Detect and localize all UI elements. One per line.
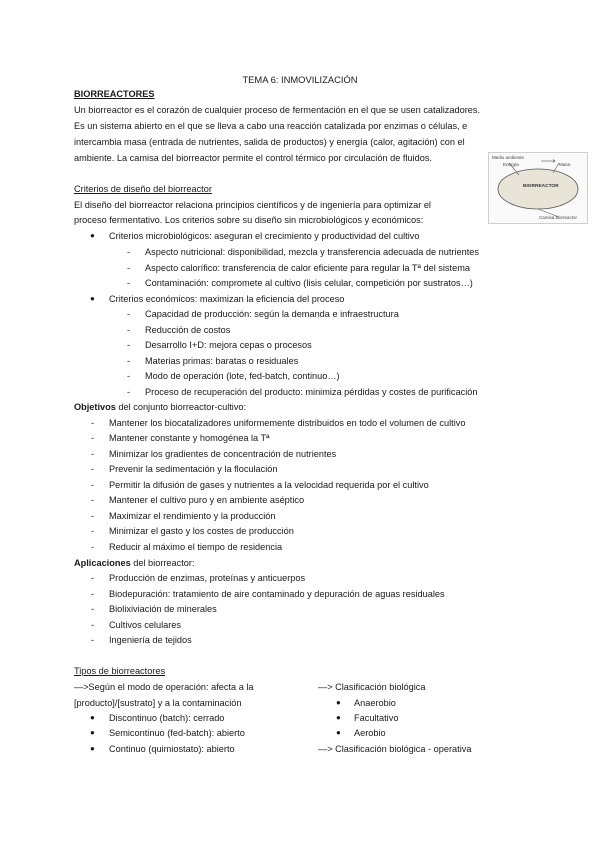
aplicaciones-bold-label: Aplicaciones (74, 558, 131, 568)
diagram-label-mass: Masa (559, 162, 571, 167)
paragraph-line: ambiente. La camisa del biorreactor permite el control térmico por circulación de fluidos. (74, 153, 432, 163)
dash-icon: - (91, 418, 95, 428)
section-heading-tipos: Tipos de biorreactores (74, 666, 166, 676)
list-item: Mantener constante y homogénea la Tª (109, 433, 270, 443)
list-item: Minimizar los gradientes de concentración de nutrientes (109, 449, 337, 459)
dash-icon: - (127, 309, 131, 319)
page-title: TEMA 6: INMOVILIZACIÓN (242, 74, 358, 85)
tipos-left-line: —>Según el modo de operación: afecta a la (74, 682, 254, 692)
bioreactor-diagram (488, 152, 588, 224)
diagram-label-environment: Medio ambiente (492, 155, 525, 160)
dash-icon: - (91, 635, 95, 645)
dash-icon: - (91, 480, 95, 490)
list-item: Facultativo (354, 713, 399, 723)
list-item: Permitir la difusión de gases y nutrientes a la velocidad requerida por el cultivo (109, 480, 429, 490)
list-item: Discontinuo (batch): cerrado (109, 713, 225, 723)
paragraph-line: proceso fermentativo. Los criterios sobre su diseño sin microbiológicos y económicos: (74, 215, 424, 225)
list-item: Capacidad de producción: según la demanda e infraestructura (145, 309, 399, 319)
dash-icon: - (91, 620, 95, 630)
dash-icon: - (91, 573, 95, 583)
dash-icon: - (127, 340, 131, 350)
section-heading-biorreactores: BIORREACTORES (74, 89, 155, 99)
paragraph-line: El diseño del biorreactor relaciona principios científicos y de ingeniería para optimizar el (74, 200, 431, 210)
dash-icon: - (91, 589, 95, 599)
dash-icon: - (91, 464, 95, 474)
bullet-icon: ● (90, 728, 95, 737)
bullet-icon: ● (336, 728, 341, 737)
dash-icon: - (127, 325, 131, 335)
list-item: Prevenir la sedimentación y la floculación (109, 464, 278, 474)
dash-icon: - (91, 542, 95, 552)
bullet-icon: ● (90, 744, 95, 753)
list-item: Proceso de recuperación del producto: minimiza pérdidas y costes de purificación (145, 387, 478, 397)
bullet-icon: ● (90, 713, 95, 722)
dash-icon: - (91, 511, 95, 521)
list-item: Aspecto calorífico: transferencia de calor eficiente para regular la Tª del sistema (145, 263, 470, 273)
bullet-icon: ● (336, 698, 341, 707)
list-item: Producción de enzimas, proteínas y anticuerpos (109, 573, 306, 583)
dash-icon: - (91, 526, 95, 536)
objetivos-rest-label: del conjunto biorreactor-cultivo: (115, 402, 247, 412)
list-item: Contaminación: compromete al cultivo (lisis celular, competición por sustratos…) (145, 278, 473, 288)
dash-icon: - (91, 433, 95, 443)
dash-icon: - (127, 356, 131, 366)
bullet-icon: ● (336, 713, 341, 722)
dash-icon: - (127, 387, 131, 397)
list-item: Anaerobio (354, 698, 396, 708)
tipos-right-line: —> Clasificación biológica (318, 682, 426, 692)
aplicaciones-rest-label: del biorreactor: (130, 558, 195, 568)
list-item: Reducir al máximo el tiempo de residencia (109, 542, 283, 552)
list-item: Biolixiviación de minerales (109, 604, 217, 614)
diagram-label-bioreactor: BIORREACTOR (523, 184, 559, 189)
list-item: Aspecto nutricional: disponibilidad, mezcla y transferencia adecuada de nutrientes (145, 247, 480, 257)
paragraph-line: Un biorreactor es el corazón de cualquier proceso de fermentación en el que se usen catalizadores. (74, 105, 481, 115)
section-heading-criterios: Criterios de diseño del biorreactor (74, 184, 212, 194)
paragraph-line: Es un sistema abierto en el que se lleva a cabo una reacción catalizada por enzimas o células, e (74, 121, 468, 131)
tipos-right-line: —> Clasificación biológica - operativa (318, 744, 472, 754)
list-item: Desarrollo I+D: mejora cepas o procesos (145, 340, 312, 350)
list-item: Ingeniería de tejidos (109, 635, 192, 645)
list-item: Aerobio (354, 728, 386, 738)
dash-icon: - (91, 604, 95, 614)
bullet-icon: ● (90, 231, 95, 240)
diagram-label-energy: Energía (503, 162, 519, 167)
objetivos-heading (74, 401, 246, 413)
dash-icon: - (127, 263, 131, 273)
dash-icon: - (127, 278, 131, 288)
paragraph-line: intercambia masa (entrada de nutrientes, salida de productos) y energía (calor, agitación) con el (74, 137, 465, 147)
dash-icon: - (127, 371, 131, 381)
list-item: Cultivos celulares (109, 620, 181, 630)
bullet-icon: ● (90, 294, 95, 303)
list-item: Mantener los biocatalizadores uniformemente distribuidos en todo el volumen de cultivo (109, 418, 466, 428)
list-item: Criterios económicos: maximizan la eficiencia del proceso (109, 294, 345, 304)
list-item: Semicontinuo (fed-batch): abierto (109, 728, 245, 738)
dash-icon: - (91, 449, 95, 459)
dash-icon: - (91, 495, 95, 505)
dash-icon: - (127, 247, 131, 257)
diagram-label-jacket: Camisa biorreactor (539, 215, 578, 220)
tipos-left-line: [producto]/[sustrato] y a la contaminación (74, 698, 242, 708)
list-item: Mantener el cultivo puro y en ambiente aséptico (109, 495, 305, 505)
list-item: Maximizar el rendimiento y la producción (109, 511, 276, 521)
aplicaciones-heading (74, 557, 195, 569)
list-item: Biodepuración: tratamiento de aire contaminado y depuración de aguas residuales (109, 589, 445, 599)
list-item: Materias primas: baratas o residuales (145, 356, 299, 366)
objetivos-bold-label: Objetivos (74, 402, 116, 412)
list-item: Criterios microbiológicos: aseguran el crecimiento y productividad del cultivo (109, 231, 420, 241)
list-item: Continuo (quimiostato): abierto (109, 744, 235, 754)
list-item: Minimizar el gasto y los costes de producción (109, 526, 294, 536)
list-item: Reducción de costos (145, 325, 231, 335)
list-item: Modo de operación (lote, fed-batch, continuo…) (145, 371, 340, 381)
